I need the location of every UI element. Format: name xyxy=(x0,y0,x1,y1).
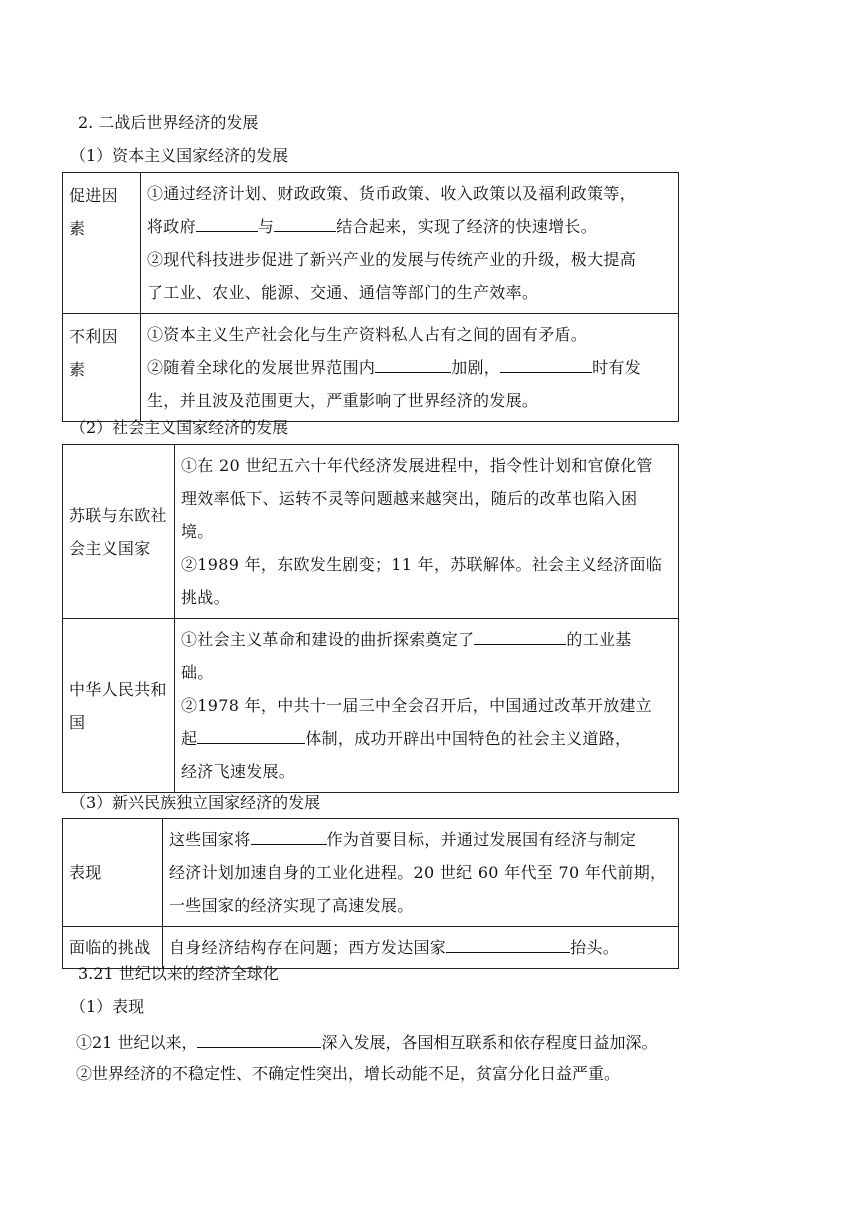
developing-nations-table xyxy=(62,818,679,969)
text-line: 境。 xyxy=(181,522,214,541)
text-fragment: ①21 世纪以来， xyxy=(76,1033,198,1052)
text-line: 经济计划加速自身的工业化进程。20 世纪 60 年代至 70 年代前期， xyxy=(169,863,667,882)
capitalist-economy-table xyxy=(62,172,679,422)
fill-in-blank[interactable] xyxy=(446,934,570,953)
subsection-3-title: （3）新兴民族独立国家经济的发展 xyxy=(70,793,321,812)
text-fragment: 时有发 xyxy=(592,358,642,377)
fill-in-blank[interactable] xyxy=(375,354,451,373)
fill-in-blank[interactable] xyxy=(500,354,592,373)
row-header: 促进因素 xyxy=(63,173,141,314)
text-fragment: 起 xyxy=(181,729,198,748)
row-header: 表现 xyxy=(63,819,163,927)
text-line: ②现代科技进步促进了新兴产业的发展与传统产业的升级，极大提高 xyxy=(147,250,637,269)
text-fragment: 自身经济结构存在问题；西方发达国家 xyxy=(169,938,447,957)
text-line: 挑战。 xyxy=(181,588,230,607)
row-header: 不利因素 xyxy=(63,314,141,422)
text-fragment: 作为首要目标，并通过发展国有经济与制定 xyxy=(326,830,637,849)
text-fragment: ①社会主义革命和建设的曲折探索奠定了 xyxy=(181,630,475,649)
fill-in-blank[interactable] xyxy=(474,626,566,645)
text-line xyxy=(147,351,672,384)
text-line: ②1978 年，中共十一届三中全会召开后，中国通过改革开放建立 xyxy=(181,696,653,715)
subsection-1-title: （1）资本主义国家经济的发展 xyxy=(70,146,289,165)
text-fragment: 抬头。 xyxy=(570,938,620,957)
row-header: 中华人民共和国 xyxy=(63,619,175,793)
row-content xyxy=(141,173,679,314)
text-line xyxy=(169,931,672,964)
text-line: 生，并且波及范围更大，严重影响了世界经济的发展。 xyxy=(147,391,539,410)
table-row xyxy=(63,173,679,314)
text-fragment: 加剧， xyxy=(451,358,501,377)
paragraph-2: ②世界经济的不稳定性、不确定性突出，增长动能不足，贫富分化日益严重。 xyxy=(76,1064,621,1083)
text-line: ②1989 年，东欧发生剧变；11 年，苏联解体。社会主义经济面临 xyxy=(181,555,663,574)
text-line xyxy=(147,210,672,243)
text-line xyxy=(181,623,672,656)
text-fragment: 的工业基 xyxy=(566,630,632,649)
table-row xyxy=(63,619,679,793)
section-3-title: 3.21 世纪以来的经济全球化 xyxy=(78,964,279,983)
section-2-title: 2. 二战后世界经济的发展 xyxy=(78,113,259,132)
subsection-2-title: （2）社会主义国家经济的发展 xyxy=(70,418,289,437)
text-line xyxy=(181,722,672,755)
text-fragment: 结合起来，实现了经济的快速增长。 xyxy=(336,217,598,236)
text-line xyxy=(169,823,672,856)
text-fragment: 将政府 xyxy=(147,217,196,236)
row-content xyxy=(175,619,679,793)
row-header: 苏联与东欧社会主义国家 xyxy=(63,445,175,619)
text-line: 一些国家的经济实现了高速发展。 xyxy=(169,896,414,915)
text-fragment: 体制，成功开辟出中国特色的社会主义道路， xyxy=(305,729,632,748)
row-content xyxy=(175,445,679,619)
table-row xyxy=(63,445,679,619)
fill-in-blank[interactable] xyxy=(274,213,336,232)
row-content xyxy=(141,314,679,422)
section-3-subsection-title: （1）表现 xyxy=(70,997,145,1016)
text-fragment: 这些国家将 xyxy=(169,830,251,849)
text-fragment: 与 xyxy=(257,217,275,236)
text-line: 理效率低下、运转不灵等问题越来越突出，随后的改革也陷入困 xyxy=(181,489,638,508)
text-line: ①通过经济计划、财政政策、货币政策、收入政策以及福利政策等， xyxy=(147,184,637,203)
text-line: ①资本主义生产社会化与生产资料私人占有之间的固有矛盾。 xyxy=(147,325,588,344)
paragraph-1 xyxy=(76,1029,657,1054)
text-line: 经济飞速发展。 xyxy=(181,762,296,781)
table-row xyxy=(63,314,679,422)
text-line: 础。 xyxy=(181,663,214,682)
fill-in-blank[interactable] xyxy=(197,1029,321,1048)
socialist-economy-table xyxy=(62,444,679,793)
row-header: 面临的挑战 xyxy=(63,927,163,969)
fill-in-blank[interactable] xyxy=(196,213,258,232)
text-line: ①在 20 世纪五六十年代经济发展进程中，指令性计划和官僚化管 xyxy=(181,456,653,475)
text-line: 了工业、农业、能源、交通、通信等部门的生产效率。 xyxy=(147,283,539,302)
fill-in-blank[interactable] xyxy=(197,725,305,744)
text-fragment: 深入发展，各国相互联系和依存程度日益加深。 xyxy=(321,1033,658,1052)
fill-in-blank[interactable] xyxy=(251,826,327,845)
table-row xyxy=(63,819,679,927)
row-content xyxy=(163,819,679,927)
text-fragment: ②随着全球化的发展世界范围内 xyxy=(147,358,376,377)
